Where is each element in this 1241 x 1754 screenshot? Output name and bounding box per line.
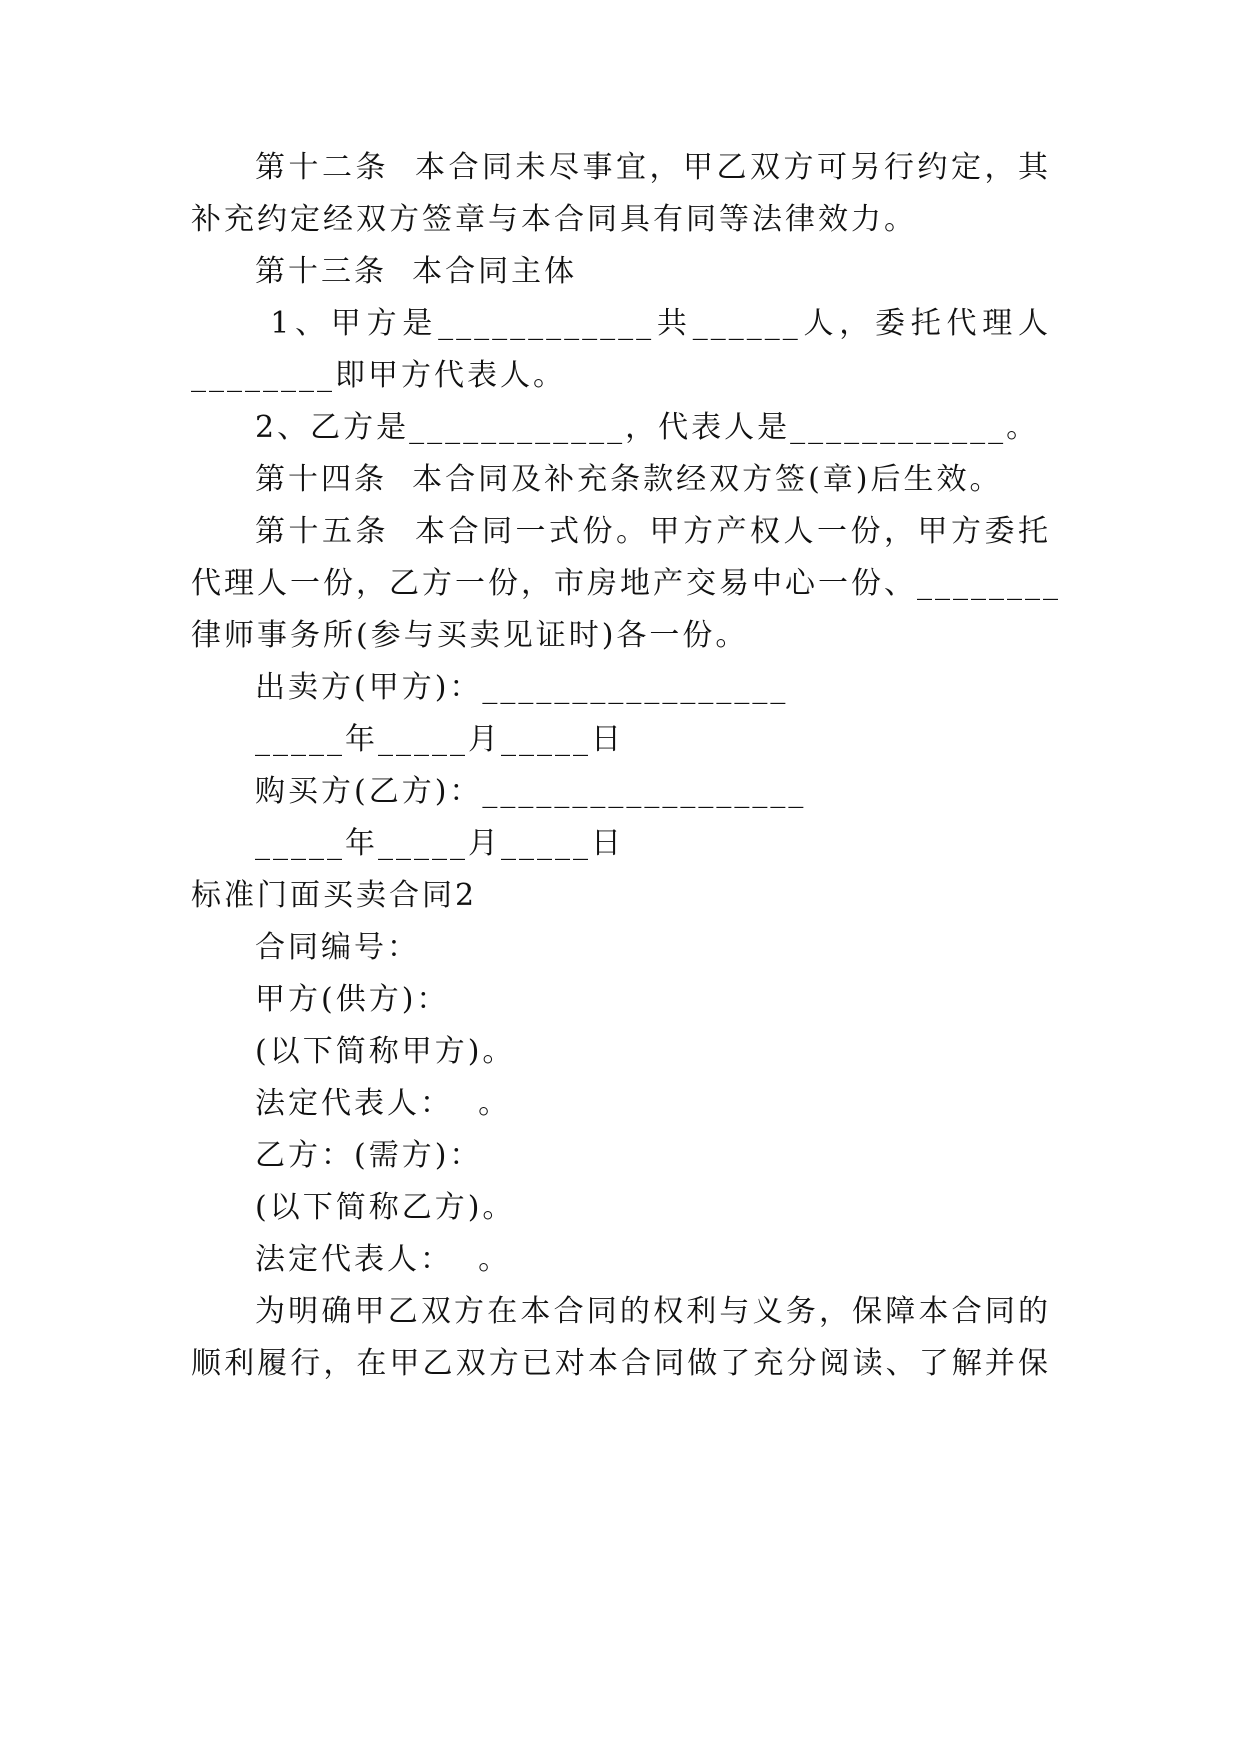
article-14: 第十四条 本合同及补充条款经双方签(章)后生效。 xyxy=(255,462,1003,497)
article-13-item-2: 2、乙方是____________，代表人是____________。 xyxy=(255,410,1040,445)
preamble-line-2: 顺利履行，在甲乙双方已对本合同做了充分阅读、了解并保 xyxy=(191,1346,1051,1381)
article-12-line-2: 补充约定经双方签章与本合同具有同等法律效力。 xyxy=(191,202,917,237)
contract-2-title: 标准门面买卖合同2 xyxy=(191,878,478,913)
party-b-abbreviation: (以下简称乙方)。 xyxy=(255,1190,516,1225)
party-a-label: 甲方(供方)： xyxy=(255,982,450,1017)
article-15-line-3: 律师事务所(参与买卖见证时)各一份。 xyxy=(191,618,749,653)
article-13-title: 第十三条 本合同主体 xyxy=(255,254,578,289)
preamble-line-1: 为明确甲乙双方在本合同的权利与义务，保障本合同的 xyxy=(255,1294,1051,1329)
seller-date-line: _____年_____月_____日 xyxy=(255,722,624,757)
buyer-signature-line: 购买方(乙方)：__________________ xyxy=(255,774,807,809)
article-13-item-1-line-2: ________即甲方代表人。 xyxy=(191,358,566,393)
party-b-label: 乙方：(需方)： xyxy=(255,1138,483,1173)
seller-signature-line: 出卖方(甲方)：_________________ xyxy=(255,670,789,705)
party-a-legal-representative: 法定代表人： 。 xyxy=(255,1086,512,1121)
buyer-date-line: _____年_____月_____日 xyxy=(255,826,624,861)
article-15-line-1: 第十五条 本合同一式份。甲方产权人一份，甲方委托 xyxy=(255,514,1051,549)
article-15-line-2: 代理人一份，乙方一份，市房地产交易中心一份、________ xyxy=(191,566,1061,601)
article-13-item-1-line-1: 1、甲方是____________共______人，委托代理人 xyxy=(255,306,1051,341)
party-a-abbreviation: (以下简称甲方)。 xyxy=(255,1034,516,1069)
party-b-legal-representative: 法定代表人： 。 xyxy=(255,1242,512,1277)
article-12-line-1: 第十二条 本合同未尽事宜，甲乙双方可另行约定，其 xyxy=(255,150,1051,185)
contract-number-label: 合同编号： xyxy=(255,930,420,965)
